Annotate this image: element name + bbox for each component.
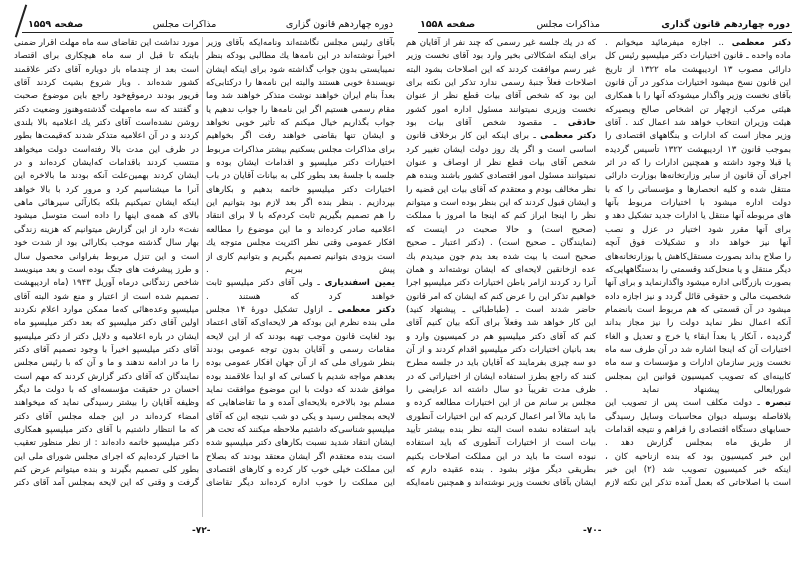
text-line: بپردازیم . بنظر بنده اگر بعد لازم بود بتوانیم این [206,198,395,209]
text-line: است بنده معتقدم اگر ایشان معتقد بودند که بصلاح [206,451,395,462]
text-line: امضاء کرده‌اند در این جمله مجلس آقای دکتر [14,411,199,422]
text-line: اختیارات دکتر میلیسپو و اقدامات ایشان بوده و [206,158,395,169]
header-period: دوره چهاردهم قانون گزاری [285,19,393,30]
text-line: غیر رسم موافقت کردند که این اصلاحات بشود البته [406,64,596,75]
text-line: افکار عمومی وقتی نظر اکثریت مجلس متوجه یك [206,238,395,249]
text-line: این مملکت خیلی خوب کار کرده و کارهای اقتصادی [206,465,395,475]
text-line: جلسه با جلسهٔ بعد بطور کلی به بیانات آقایان در باب [206,171,395,182]
text-line: مسلم بود بالاخره بلایحه‌ای آمده و ما تقاضاهایی که [206,398,395,409]
text-line: بنظر شورای ملی که از آن جهان افکار عمومی بوده [206,358,395,369]
text-line: در ظرف این مدت بالا رفته‌است دولت میخواهد [14,144,199,155]
text-line: ایشان بآقای نخست وزیر نوشته‌اند و همچنین نامه‌ایکه [406,478,596,489]
text-line: حاضر شدند است ـ (طباطبائی ـ پیشنهاد کنید) [406,304,596,315]
text-line: آقای دکتر میلیسپو اخیراً با وجود تصمیم آقای دکتر [14,344,199,355]
text-line: روشن نشده‌است آقای دکتر یك اعلامیه بالا بلندی [14,118,199,129]
text-line: لایحه بمجلس رسید و یکی دو شب نتیجه این که آقای [206,411,395,422]
text-line: شاخص زندگانی درماه آوریل ۱۹۴۳ (ماه اردیبهشت [14,278,199,289]
text-line: بعد بانیان اختیارات دکتر میلیسپو اقدام کردند و از آن [406,344,596,355]
text-line: آنها نیز خواهد داد و تشکیلات فوق آنچه [605,238,791,249]
text-line: جواب بگذاریم خیال میکنم که تأثیر خوبی نخواهد [206,118,395,129]
text-line: مورد نداشت این تقاضای سه ماه مهلت اقرار ضمنی [14,38,199,48]
right-page [400,0,800,570]
text-line: را هم تصمیم بگیریم ثابت کردم‌که با لا برای انتقاد [206,211,395,222]
text-line: بصورت بازرگانی اداره میشود واگذارنماید و برای آنها [605,278,791,289]
text-line: شخصیت مالی و حقوقی قائل گردد و نیز اجازه داده [605,291,791,302]
text-line: و ایشان تنها بقاضی خواهند رفت اگر بخواهیم [206,131,395,142]
header-rule [418,32,792,33]
text-line: برای اینکه اشکالاتی بخیر وارد بود آقای نخست وزیر [406,51,596,62]
text-line: وزیر مجاز است که ادارات و بنگاههای اقتصادی را [605,131,791,142]
text-line: باید استفاده نشده است البته نظر بنده بیشتر تأیید [406,424,596,435]
text-line: کابینه‌ای که تصویب کمیسیون قوانین این بمجلس [605,371,791,382]
text-line: نبوده است ما باید در این مملکت اصلاحات بکنیم [406,451,596,462]
text-line: نمایندگان که آقای دکتر گزارش کردند که مهم است [14,371,199,382]
text-line: بآقای رئیس مجلس نگاشته‌اند ونامه‌ایکه بآقای وزیر [206,38,395,48]
text-line: تبصره ـ دولت مکلف است پس از تصویب این [605,398,791,409]
text-line: دکتر میلیسپو خاتمه داده‌اند : از نظر منظور تعقیب [14,438,199,449]
text-line: این بود که شخص آقای بیات قطع نظر از عنوان [406,91,596,102]
text-line: بلافاصله بوسیله دیوان محاسبات وسایل رسیدگی [605,411,791,422]
text-line: عده ازخانقین لایحه‌ای که ایشان نوشته‌اند و همان [406,264,596,275]
text-column-right [605,37,791,491]
text-line: (نمایندگان ـ صحیح است) . (دکتر اعتبار ـ صحیح [406,238,596,249]
header-section: مذاکرات مجلس [536,19,600,30]
text-line: مقام رسمی هستیم اگر این نامه‌ها را جواب ندهیم یا [206,104,395,115]
text-line: حاذقی ـ مقصود شخص آقای بیات بود [406,118,596,129]
text-line: دارائی مصوب ۱۳ اردیبهشت ماه ۱۳۲۲ از تاریخ [605,64,791,75]
text-column-left [14,37,199,491]
text-line: نمیتوانند مسئول امور اقتصادی کشور باشند وبنده هم [406,171,596,182]
text-line: اختیارات دکتر میلیسپو خاتمه بدهیم و بکارهای [206,184,395,195]
text-line: اختیارات آن که اینجا اشاره شد در آن طرف سه ماه [605,344,791,355]
text-line: بیات است از اختیارات آنطوری که باید استفاده [406,438,596,449]
text-line: احسان در حقیقت مؤسسه‌ای که با دولت ما دیگر [14,384,199,395]
text-line: دو سه چیزی بفرمایند که آقایان باید در جلسه مطرح [406,358,596,369]
text-line: ایشان انتقاد شدید نسبت بکارهای دکتر میلیسپو شده [206,438,395,449]
text-line: خواهند کرد که هستند . [206,291,395,302]
text-line: موافق شدند که دولت با این موضوع موافقت نماید [206,384,395,395]
text-line: که در یك جلسه غیر رسمی که چند نفر از آقایان هم [406,38,596,48]
text-line: دولت اداره میشود با اختیارات مربوط بآنها [605,198,791,209]
text-line: صحیح است با بیت شده بعد بدم جون میدیدم بك [406,251,596,262]
text-line: اجرای آن قانون از سایر وزارتخانه‌ها بوزارت دارائی [605,171,791,182]
text-line: ظرف مدت تقریباً دو سال داشته اند عرایضی را [406,384,596,395]
text-line: نویسندهٔ خوبی هستند والبته این نامه‌ها را درکتابی‌که [206,78,395,89]
text-line: یمین اسفندیاری ـ ولی آقای دکتر میلیسپو ثابت [206,278,395,289]
page-header [28,10,393,30]
text-line: بعدهم مواجه شدیم با کسانی که او ابدأ علاقمند بوده [206,371,395,382]
text-line: اینکه خبر کمیسیون تصویب شد (۲) این خبر [605,465,791,475]
text-line: شورایعالی پیشنهاد نماید . [605,384,791,395]
text-line: حسابهای دستگاه اقتصادی را فراهم و نتیجه اقدامات [605,424,791,435]
text-line: ما اختیار کرده‌ایم که اجرای مجلس شورای ملی این [14,451,199,462]
text-line: نفت» دارد از این گزارش میتوانیم که هزینه زندگی [14,224,199,235]
text-line: را ما در ادامه ندهند و ما و آن که با رئیس مجلس [14,358,199,369]
text-line: (صحیح است) و حالا صحبت در اینست که [406,224,596,235]
text-line: است و این تنزل مربوط بفراوانی محصول سال [14,251,199,262]
text-line: تصمیم شده است از اعتبار و منع شود البته آقای [14,291,199,302]
text-line: اساسی است و اگر یك روز دولت ایشان تغییر کرد [406,144,596,155]
text-line: بآقای نخست وزیر واگذار میشودکه آنها را با همکاری [605,91,791,102]
page-folio: -۷۰- [583,526,602,536]
page-folio: -۷۲- [192,526,211,536]
text-line: که ما انتظار داشتیم با آقای دکتر میلیسپو همکاری [14,424,199,435]
text-line: نمیبایستی بدون جواب گذاشته شود برای اینکه ایشان [206,64,395,75]
text-line: این کار خواهد شد وفعلاً برای آنکه بیان کنیم آقای [406,318,596,329]
text-line: بطریقی دیگر مؤثر بشود . بنده عقیده دارم که [406,465,596,475]
text-line: نخست وزیر سازمان ادارات و مؤسسات و سه ماه [605,358,791,369]
text-line: ملی بنده نظرم این بودکه هر لایحه‌ای‌که آقای اعتماد [206,318,395,329]
text-line: کنند که راجع بطرز استفاده ایشان از اختیاراتی که در [406,371,596,382]
text-line: ایشان کردند بهمین‌علت آنکه بودند ما بالاخره این [14,171,199,182]
text-line: کنم که آقای دکتر میلیسپو هم در کمیسیون وارد و [406,331,596,342]
text-line: پیش ببریم . [206,264,395,275]
text-line: نخست وزیری نمیتوانند مسئول اداره امور کشور [406,104,596,115]
text-line: از طریق ماه بمجلس گزارش دهد . [605,438,791,449]
text-line: نظر را اینجا ابراز کنم که اینجا ما امروز با مملکت [406,211,596,222]
text-line: ما باید مالاً امر اعمال کردیم که این اختیارات آنطوری [406,411,596,422]
text-line: اخیراً نوشته‌اند در این نامه‌ها یك مطالبی بودکه بنظر [206,51,395,62]
text-line: خواهیم تذکر این را عرض کنم که ایشان که امر قانون [406,291,596,302]
text-line: است بعد از چندماه باز دوباره آقای دکتر علاقمند [14,64,199,75]
text-column-right [206,37,395,491]
text-line: دکتر معظمی ـ برای اینکه این کار برخلاف قانون [406,131,596,142]
text-line: بود لغایت قانون موجب تهیه بودند که از این لایحه [206,331,395,342]
column-divider [202,37,203,517]
text-line: است با اصلاحاتی که بعمل آمده تذکر این نکته لازم [605,478,791,489]
text-line: دکتر معظمی .. اجازه میفرمائید میخوانم . [605,38,791,48]
text-column-left [406,37,596,491]
text-line: منتقل شده و کلیه انحصارها و مؤسساتی را که با [605,184,791,195]
text-line: وظیفه آقایان را بیشتر رسیدگی نماید که میخواهند [14,398,199,409]
text-line: آنرا ما میشناسیم کرد و مرور کرد با بالا خواهد [14,184,199,195]
text-line: ایشان در باره اعلامیه و دلایل دکتر از دکتر میلیسپو [14,331,199,342]
text-line: اعلامیه صادر کرده‌اند و ما این موضوع را مطالعه [206,224,395,235]
text-line: هیئتی مرکب ازچهار تن اشخاص صالح وبصیرکه [605,104,791,115]
text-line: گرفت و وقتی که این لایحه بمجلس آمد آقای دکتر [14,478,199,489]
text-line: یا قبلا وجود داشته و همچنین ادارات را که در اثر [605,158,791,169]
text-line: آنرا رد کردند ازامر باطن اختیارات دکتر میلیسپو اجرا [406,278,596,289]
text-line: اینکه ایشان تمیکنیم بلکه بکارآئی سیرهائی ماهی [14,198,199,209]
header-page-number: صفحه ۱۵۵۹ [28,19,84,30]
header-period: دوره چهاردهم قانون گذاری [661,19,790,30]
text-line: باینکه تا قبل از سه ماه هیچکاری برای اقتصاد [14,51,199,62]
text-line: برای مذاکرات مجلس بسکنیم بیشتر مذاکرات مربوط [206,144,395,155]
header-page-number: صفحه ۱۵۵۸ [420,19,476,30]
text-line: اصلاحات فعلاً جنبهٔ رسمی ندارد تذکر این نکته برای [406,78,596,89]
text-line: مجلس بر سانم من از این اختیارات مطالعه کرده و [406,398,596,409]
header-section: مذاکرات مجلس [152,19,217,30]
text-line: میلیسپو وعده‌هائی که‌ما ممکن موارد اعلام نکردند [14,304,199,315]
text-line: کردند و در آن اعلامیه متذکر شدند که‌قیمت‌ها بطور [14,131,199,142]
text-line: دیگر منتقل و یا منحل‌کند وقسمتی را بدستگاههایی‌که [605,264,791,275]
text-line: و گفتند که سه ماه‌مهلت گذشته‌وهنوز وضعیت دکتر [14,104,199,115]
text-line: است بزودی بتوانیم تصمیم بگیریم و بتوانیم کاری از [206,251,395,262]
text-line: ماده واحده ـ قانون اختیارات دکتر میلیسپو رئیس کل [605,51,791,62]
text-line: های مربوطه آنها منتقل یا ادارات جدید تشکیل دهد و [605,211,791,222]
text-line: این خبر کمیسیون بود که بنده ازناحیه کان ، [605,451,791,462]
text-line: فریور بودند درموقع‌خود راجع باین موضوع صحبت [14,91,199,102]
text-line: شخص آقای بیات قطع نظر از اوصاف و عنوان [406,158,596,169]
page-header [420,10,790,30]
text-line: این مملکت را خوب اداره کرده‌اند دیگر تقاضای [206,478,395,489]
text-line: هیئت وزیران انتخاب خواهد شد اعمال کند . آقای [605,118,791,129]
text-line: میشود در آن قسمتی که هم مربوط است بانضمام [605,304,791,315]
text-line: مقامات رسمی و آقایان بدون توجه عمومی بودند [206,344,395,355]
text-line: دکتر معظمی ـ ازاول تشکیل دورهٔ ۱۴ مجلس [206,304,395,315]
text-line: نظر مخالف بودم و معتقدم که آقای بیات این قضیه را [406,184,596,195]
text-line: بموجب قانون ۱۳ اردیبهشت ۱۳۲۲ تأسیس گردیده [605,144,791,155]
text-line: منتسب کردند باقدامات که‌ایشان کرده‌اند و در [14,158,199,169]
text-line: گردیده ، آنکار یا بعداً ابقاء یا خرج و تعدیل و الغاء [605,331,791,342]
text-line: بطور کلی تصمیم بگیرند و بنده میتوانم عرض کنم [14,465,199,475]
text-line: و طرز پیشرفت های جنگ بوده است و بعد مینویسد [14,264,199,275]
text-line: میلیسپو شناسی‌که داشتیم ملاحظه میکنند که تحت هر [206,424,395,435]
text-line: کشور شده‌اند . وباز شروع بشیت کردند آقای [14,78,199,89]
text-line: اولین آقای دکتر میلیسپو که بعد دکتر میلیسپو ماه [14,318,199,329]
text-line: و ایشان قبول کردند که این بنظر بوده است و میتوانم [406,198,596,209]
text-line: برای آنها مقرر شود اختیار در عزل و نصب [605,224,791,235]
text-line: این قانون نسخ میشود اختیارات مذکور در آن قانون [605,78,791,89]
text-line: بهار سال گذشته موجب بکارائی بود از شدت خود [14,238,199,249]
text-line: بعداً بنام ایران خواهند نوشت متذکر خواهند شد وما [206,91,395,102]
text-line: آنکه اعمال نظر نماید دولت را نیز مجاز بداند [605,318,791,329]
header-rule [22,32,394,33]
text-line: را صلاح بداند بصورت مستقل‌کاهش یا بوزارتخانه‌های [605,251,791,262]
text-line: بالای که همه‌ی اینها را داده است متوسل میشود [14,211,199,222]
